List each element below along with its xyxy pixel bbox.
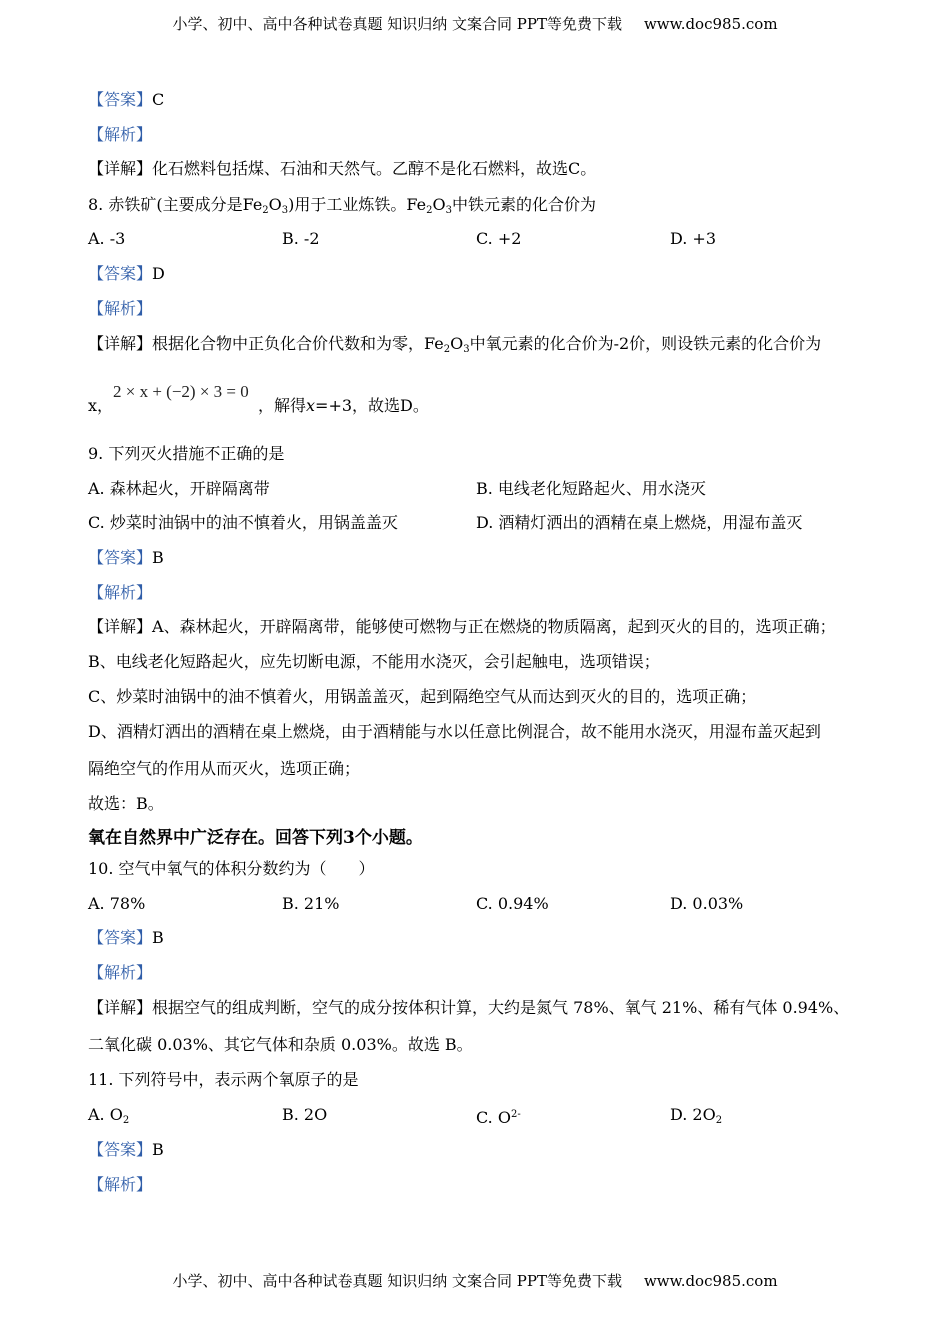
q8-option-b: B. -2 [282, 229, 320, 248]
q11-answer: 【答案】B [88, 1140, 164, 1159]
q10-detail-1: 【详解】根据空气的组成判断，空气的成分按体积计算，大约是氮气 78%、氧气 21%、稀有气体 0.94%、 [88, 998, 850, 1017]
q8-option-a: A. -3 [88, 229, 126, 248]
q7-answer-value: C [152, 90, 165, 109]
page-header [0, 13, 950, 34]
q9-option-a: A. 森林起火，开辟隔离带 [88, 479, 270, 498]
q11-option-c: C. $O^{2-}$ [476, 1108, 521, 1127]
q7-answer [88, 89, 164, 111]
q11-option-d: D. $2O_2$ [670, 1105, 723, 1126]
footer-site[interactable]: www.doc985.com [643, 1272, 778, 1290]
q9-analysis-label: 【解析】 [88, 583, 153, 602]
footer-text: 小学、初中、高中各种试卷真题 知识归纳 文案合同 PPT等免费下载 [172, 1272, 622, 1290]
q7-detail [88, 158, 596, 180]
section-heading: 氧在自然界中广泛存在。回答下列3个小题。 [88, 828, 423, 848]
q8-analysis-label: 【解析】 [88, 299, 153, 318]
q9-detail-2: B、电线老化短路起火，应先切断电源，不能用水浇灭，会引起触电，选项错误； [88, 652, 660, 671]
q9-detail-3: C、炒菜时油锅中的油不慎着火，用锅盖盖灭，起到隔绝空气从而达到灭火的目的，选项正确； [88, 687, 757, 706]
header-text: 小学、初中、高中各种试卷真题 知识归纳 文案合同 PPT等免费下载 [172, 15, 622, 33]
q8-option-d: D. +3 [670, 229, 717, 248]
header-site[interactable]: www.doc985.com [643, 15, 778, 33]
q9-answer: 【答案】B [88, 548, 164, 567]
q9-detail-5: 隔绝空气的作用从而灭火，选项正确； [88, 759, 361, 778]
q8-answer: 【答案】D [88, 264, 165, 283]
q7-analysis-label: 【解析】 [88, 125, 153, 144]
q8-option-c: C. +2 [476, 229, 522, 248]
q10-analysis-label: 【解析】 [88, 963, 153, 982]
page-footer [0, 1270, 950, 1291]
q10-stem: 10. 空气中氧气的体积分数约为（ ） [88, 859, 375, 878]
q9-detail-1: 【详解】A、森林起火，开辟隔离带，能够使可燃物与正在燃烧的物质隔离，起到灭火的目的，选项正确； [88, 617, 836, 636]
q8-x-label: x， [88, 396, 114, 415]
q8-solve: ，解得x=+3，故选D。 [258, 396, 429, 415]
q8-equation: 2 × x + (−2) × 3 = 0 [113, 382, 249, 401]
detail-label: 【详解】 [88, 159, 153, 178]
q9-option-c: C. 炒菜时油锅中的油不慎着火，用锅盖盖灭 [88, 513, 398, 532]
q9-option-d: D. 酒精灯洒出的酒精在桌上燃烧，用湿布盖灭 [476, 513, 803, 532]
q9-detail-6: 故选：B。 [88, 794, 164, 813]
q11-analysis-label: 【解析】 [88, 1175, 153, 1194]
q10-option-b: B. 21% [282, 894, 340, 913]
q11-stem: 11. 下列符号中，表示两个氧原子的是 [88, 1070, 359, 1089]
q10-option-a: A. 78% [88, 894, 146, 913]
q11-option-b: B. 2O [282, 1105, 328, 1124]
q8-detail: 【详解】根据化合物中正负化合价代数和为零，$Fe_2O_3$中氧元素的化合价为-2价，则设铁元素的化合价为 [88, 334, 822, 355]
q9-option-b: B. 电线老化短路起火、用水浇灭 [476, 479, 706, 498]
q7-detail-text: 化石燃料包括煤、石油和天然气。乙醇不是化石燃料，故选C。 [152, 159, 597, 178]
q9-stem: 9. 下列灭火措施不正确的是 [88, 444, 285, 463]
q8-stem: 8. 赤铁矿(主要成分是$Fe_2O_3$)用于工业炼铁。$Fe_2O_3$中铁元素的化合价为 [88, 195, 597, 216]
q10-option-c: C. 0.94% [476, 894, 549, 913]
q10-detail-2: 二氧化碳 0.03%、其它气体和杂质 0.03%。故选 B。 [88, 1035, 473, 1054]
answer-label: 【答案】 [88, 90, 153, 109]
q11-option-a: A. $O_2$ [88, 1105, 130, 1126]
q10-option-d: D. 0.03% [670, 894, 744, 913]
q10-answer: 【答案】B [88, 928, 164, 947]
q9-detail-4: D、酒精灯洒出的酒精在桌上燃烧，由于酒精能与水以任意比例混合，故不能用水浇灭，用湿布盖灭起到 [88, 722, 821, 741]
